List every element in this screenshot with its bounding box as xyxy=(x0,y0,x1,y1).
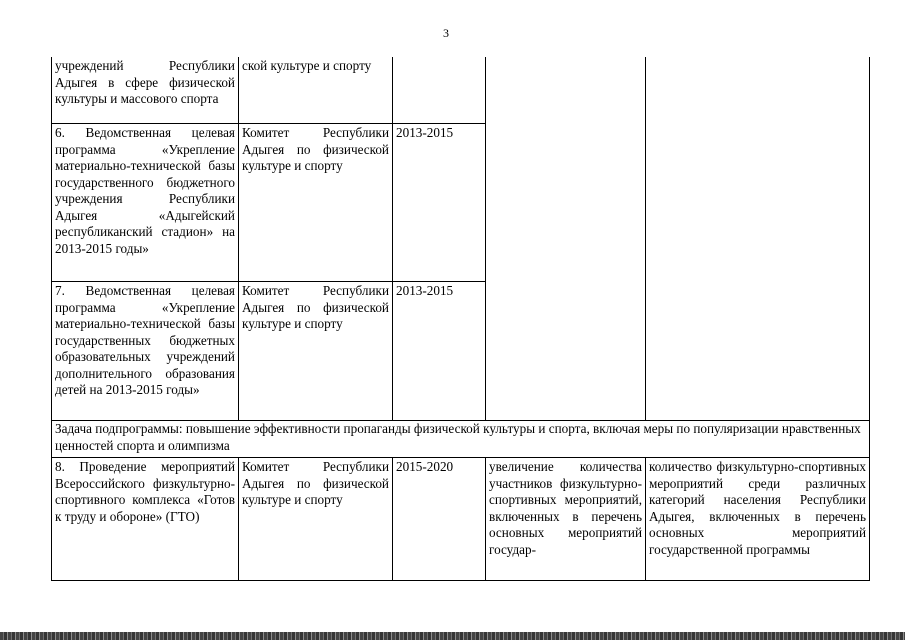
table-cell-executor: Комитет Республики Адыгея по физической культуре и спорту xyxy=(242,283,389,331)
table-cell-executor: ской культуре и спорту xyxy=(242,58,372,73)
table-cell-period: 2015-2020 xyxy=(396,459,454,474)
row-divider xyxy=(52,457,869,458)
table-cell-name: 8. Проведение мероприятий Всероссийского физкультурно-спортивного комплекса «Готов к труду и обороне» (ГТО) xyxy=(55,459,235,524)
column-divider xyxy=(485,57,486,420)
table-cell-name: учреждений Республики Адыгея в сфере физической культуры и массового спорта xyxy=(55,58,235,106)
page-number: 3 xyxy=(443,26,449,40)
subprogram-task: Задача подпрограммы: повышение эффективности пропаганды физической культуры и спорта, включая меры по популяризации нравственных ценностей спорта и олимпизма xyxy=(55,421,861,453)
column-divider xyxy=(392,57,393,420)
table-cell-executor: Комитет Республики Адыгея по физической культуре и спорту xyxy=(242,459,389,507)
table-cell-result: увеличение количества участников физкультурно-спортивных мероприятий, включенных в перечень основных мероприятий государ- xyxy=(489,459,642,557)
column-divider xyxy=(645,57,646,420)
table-cell-period: 2013-2015 xyxy=(396,125,454,140)
table-cell-indicator: количество физкультурно-спортивных мероприятий среди различных категорий населения Республики Адыгея, включенных в перечень основных мероприятий государственной программы xyxy=(649,459,866,557)
scan-edge xyxy=(0,632,905,640)
table-cell-period: 2013-2015 xyxy=(396,283,454,298)
row-divider xyxy=(52,281,485,282)
table-cell-name: 6. Ведомственная целевая программа «Укрепление материально-технической базы государственного бюджетного учреждения Республики Адыгея «Адыгейский республиканский стадион» на 2013-2015 годы» xyxy=(55,125,235,256)
table-cell-executor: Комитет Республики Адыгея по физической культуре и спорту xyxy=(242,125,389,173)
program-table xyxy=(51,57,870,581)
row-divider xyxy=(52,123,485,124)
table-cell-name: 7. Ведомственная целевая программа «Укрепление материально-технической базы государственных бюджетных образовательных учреждений дополнительного образования детей на 2013-2015 годы» xyxy=(55,283,235,397)
